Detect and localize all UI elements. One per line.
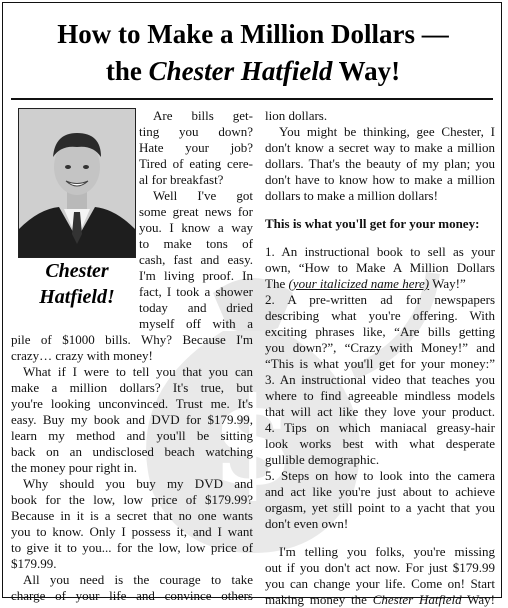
left-text-line: make a million dollars? It's true, but [11, 380, 253, 395]
left-text-line: to give it to you... for the low, low price of [11, 540, 253, 555]
right-text-line: don't know a secret way to make a million [265, 140, 495, 155]
right-text-line [265, 276, 495, 292]
section-heading: This is what you'll get for your money: [265, 216, 480, 231]
left-text-line: you're looking unconvinced. Trust me. It's [11, 396, 253, 411]
right-text-line: and act like you're just about to achieve [265, 484, 495, 499]
final-name: Chester Hatfield [372, 592, 462, 607]
the-prefix: The [265, 276, 289, 291]
left-text-line: to make tons of [139, 236, 253, 251]
left-text-line: the money pour right in. [11, 460, 138, 475]
left-text-line: back on an undisclosed beach watching [11, 444, 253, 459]
left-text-line: $179.99. [11, 556, 57, 571]
left-text-line: some great news for [139, 204, 253, 219]
left-text-line: you. I know a way [139, 220, 253, 235]
left-text-line: al for breakfast? [139, 172, 224, 187]
right-text-line: don't even own! [265, 516, 349, 531]
left-text-line: pile of $1000 bills. Why? Because I'm [11, 332, 253, 347]
left-text-line: Because in it is a secret that no one wants [11, 508, 253, 523]
left-text-line: charge of your life and convince others [11, 588, 253, 603]
right-text-line: describing what you're offering. With [265, 308, 495, 323]
headline-name: Chester Hatfield [148, 56, 333, 86]
right-text-line: gullible demographic. [265, 452, 380, 467]
left-text-line: today and dried [139, 300, 253, 315]
right-text-line: you can change your life. Come on! Start [265, 576, 495, 591]
caption-chester: Chester [45, 260, 109, 282]
right-text-line: where to find agreeable mindless models [265, 388, 495, 403]
left-text-line: Tired of eating cere- [139, 156, 253, 171]
right-text-line: look works best with what desperate [265, 436, 495, 451]
left-text-line: All you need is the courage to take [23, 572, 253, 587]
headline-suffix: Way! [332, 56, 401, 86]
left-text-line: cash, fast and easy. [139, 252, 253, 267]
right-text-line: you down?”, “Crazy with Money!” and [265, 340, 495, 355]
right-text-line: dollars. That's the beauty of my plan; you [265, 156, 495, 171]
right-text-line: exciting phrases like, “Are bills getting [265, 324, 495, 339]
caption-hatfield: Hatfield! [39, 286, 115, 308]
headline-line-1: How to Make a Million Dollars — [57, 19, 449, 49]
headline-line-2 [3, 56, 503, 87]
left-text-line: myself off with a [139, 316, 253, 331]
left-text-line: learn my method and you'll be sitting [11, 428, 253, 443]
left-text-line: book for the low, low price of $179.99? [11, 492, 253, 507]
left-text-line: Are bills get- [153, 108, 253, 123]
headline-prefix: the [105, 56, 149, 86]
right-text-line: 1. An instructional book to sell as your [265, 244, 495, 259]
right-text-line: own, “How to Make A Million Dollars [265, 260, 495, 275]
right-text-line: dollars to make a million dollars! [265, 188, 438, 203]
right-text-line: I'm telling you folks, you're missing [279, 544, 495, 559]
way-suffix: Way!” [429, 276, 466, 291]
headline-rule [11, 98, 493, 100]
left-text-line: What if I were to tell you that you can [23, 364, 253, 379]
svg-text:$: $ [211, 371, 295, 512]
left-text-line: crazy… crazy with money! [11, 348, 153, 363]
left-text-line: you to know. Only I possess it, and I want [11, 524, 253, 539]
right-text-line: out if you don't act now. For just $179.99 [265, 560, 495, 575]
left-text-line: ting you down? [139, 124, 253, 139]
right-text-line: lion dollars. [265, 108, 328, 123]
right-text-line [265, 592, 495, 608]
left-text-line: Well I've got [153, 188, 253, 203]
italic-name-placeholder: (your italicized name here) [288, 276, 430, 291]
advertisement [2, 2, 502, 607]
portrait-photo [18, 108, 136, 258]
final-prefix: making money the [265, 592, 373, 607]
right-text-line: 3. An instructional video that teaches you [265, 372, 495, 387]
left-text-line: fact, I took a shower [139, 284, 253, 299]
right-text-line: orgasm, yet still point to a yacht that you [265, 500, 495, 515]
right-text-line: 5. Steps on how to look into the camera [265, 468, 495, 483]
right-text-line: 2. A pre-written ad for newspapers [265, 292, 495, 307]
right-text-line: You might be thinking, gee Chester, I [279, 124, 495, 139]
right-text-line: that will act like they love your product. [265, 404, 495, 419]
right-text-line: 4. Tips on which maniacal greasy-hair [265, 420, 495, 435]
left-text-line: easy. Buy my book and DVD for $179.99, [11, 412, 253, 427]
left-text-line: I'm living proof. In [139, 268, 253, 283]
right-text-line: “This is what you'll get for your money:” [265, 356, 495, 371]
final-suffix: Way! [461, 592, 496, 607]
left-text-line: Why should you buy my DVD and [23, 476, 253, 491]
right-text-line: don't have to know how to make a million [265, 172, 495, 187]
left-text-line: Hate your job? [139, 140, 253, 155]
